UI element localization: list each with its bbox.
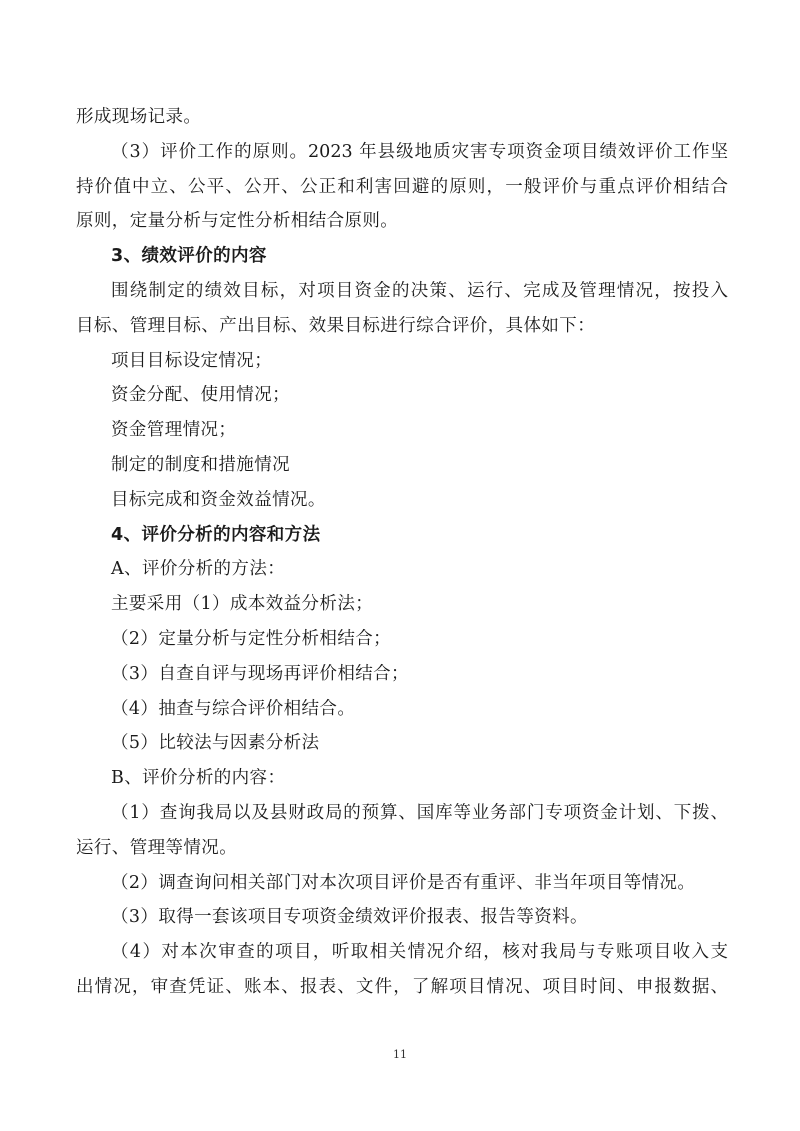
- text-line: 制定的制度和措施情况: [111, 454, 290, 475]
- text-line: 项目目标设定情况；: [111, 350, 273, 371]
- text-line: （3）评价工作的原则。2023 年县级地质灾害专项资金项目绩效评价工作坚: [111, 141, 728, 162]
- text-line: 持价值中立、公平、公开、公正和利害回避的原则，一般评价与重点评价相结合: [76, 176, 728, 197]
- text-line: 资金管理情况；: [111, 420, 237, 441]
- text-line: 围绕制定的绩效目标，对项目资金的决策、运行、完成及管理情况，按投入: [111, 280, 728, 301]
- text-line: 出情况，审查凭证、账本、报表、文件，了解项目情况、项目时间、申报数据、: [76, 976, 728, 997]
- section-heading: 4、评价分析的内容和方法: [111, 524, 321, 545]
- text-line: （2）调查询问相关部门对本次项目评价是否有重评、非当年项目等情况。: [111, 872, 696, 893]
- text-line: （5）比较法与因素分析法: [111, 733, 320, 754]
- text-line: 主要采用（1）成本效益分析法；: [111, 594, 374, 615]
- text-line: B、评价分析的内容：: [111, 768, 286, 789]
- text-line: 原则，定量分析与定性分析相结合原则。: [76, 211, 399, 232]
- document-body: [76, 100, 728, 1005]
- text-line: 目标、管理目标、产出目标、效果目标进行综合评价，具体如下：: [76, 315, 596, 336]
- text-line: 运行、管理等情况。: [76, 837, 238, 858]
- text-line: （4）对本次审查的项目，听取相关情况介绍，核对我局与专账项目收入支: [111, 942, 728, 963]
- text-line: 形成现场记录。: [76, 107, 202, 127]
- text-line: （2）定量分析与定性分析相结合；: [111, 628, 392, 649]
- section-heading: 3、绩效评价的内容: [111, 246, 267, 267]
- text-line: （1）查询我局以及县财政局的预算、国库等业务部门专项资金计划、下拨、: [111, 802, 728, 823]
- text-line: 资金分配、使用情况；: [111, 385, 290, 406]
- text-line: 目标完成和资金效益情况。: [111, 489, 326, 510]
- page-number: 11: [393, 1048, 407, 1061]
- text-line: A、评价分析的方法：: [111, 559, 286, 580]
- text-line: （4）抽查与综合评价相结合。: [111, 698, 356, 719]
- text-line: （3）取得一套该项目专项资金绩效评价报表、报告等资料。: [111, 907, 588, 928]
- text-line: （3）自查自评与现场再评价相结合；: [111, 663, 409, 684]
